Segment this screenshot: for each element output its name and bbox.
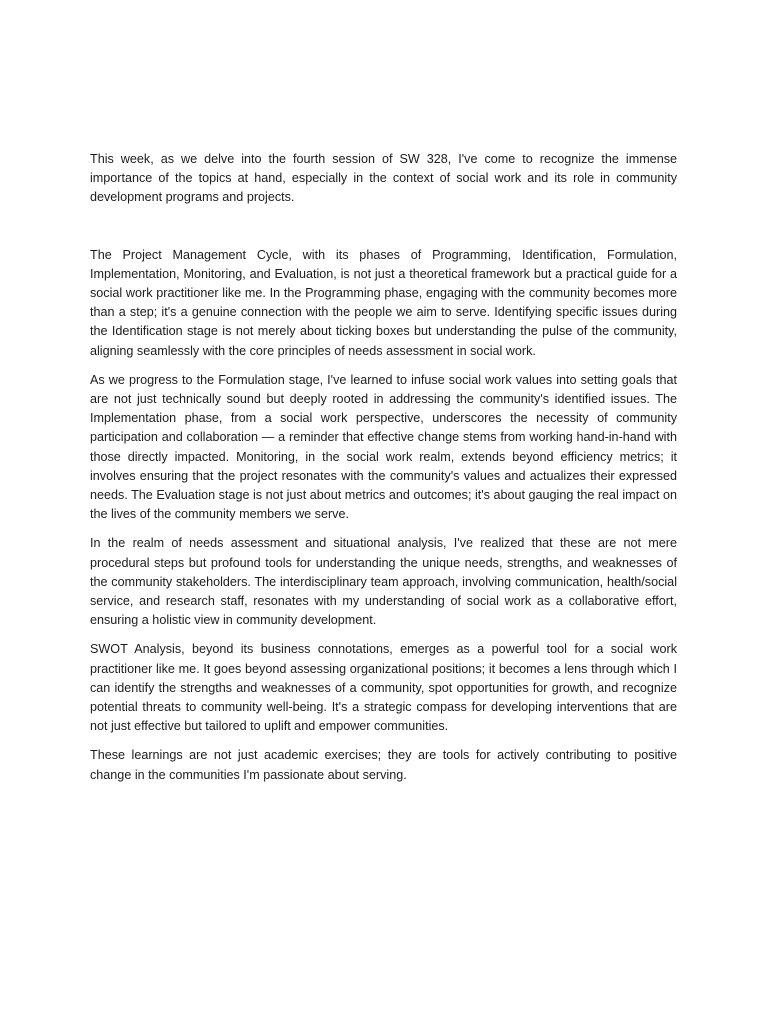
paragraph-formulation-stage: As we progress to the Formulation stage, I've learned to infuse social work values into setting goals that are not just technically sound but deeply rooted in addressing the community's identified issues. The Implementation phase, from a social work perspective, underscores the necessity of community participation and collaboration — a reminder that effective change stems from working hand-in-hand with those directly impacted. Monitoring, in the social work realm, extends beyond efficiency metrics; it involves ensuring that the project resonates with the community's values and actualizes their expressed needs. The Evaluation stage is not just about metrics and outcomes; it's about gauging the real impact on the lives of the community members we serve. [90,372,677,522]
paragraph-project-management-cycle: The Project Management Cycle, with its phases of Programming, Identification, Formulation, Implementation, Monitoring, and Evaluation, is not just a theoretical framework but a practical guide for a social work practitioner like me. In the Programming phase, engaging with the community becomes more than a step; it's a genuine connection with the people we aim to serve. Identifying specific issues during the Identification stage is not merely about ticking boxes but understanding the pulse of the community, aligning seamlessly with the core principles of needs assessment in social work. [90,247,677,358]
document-page [90,150,677,795]
paragraph-conclusion: These learnings are not just academic exercises; they are tools for actively contributing to positive change in the communities I'm passionate about serving. [90,748,677,782]
paragraph-intro: This week, as we delve into the fourth session of SW 328, I've come to recognize the immense importance of the topics at hand, especially in the context of social work and its role in community development programs and projects. [90,152,677,205]
paragraph-needs-assessment: In the realm of needs assessment and situational analysis, I've realized that these are not mere procedural steps but profound tools for understanding the unique needs, strengths, and weaknesses of the community stakeholders. The interdisciplinary team approach, involving communication, health/social service, and research staff, resonates with my understanding of social work as a collaborative effort, ensuring a holistic view in community development. [90,536,677,628]
paragraph-swot-analysis: SWOT Analysis, beyond its business connotations, emerges as a powerful tool for a social work practitioner like me. It goes beyond assessing organizational positions; it becomes a lens through which I can identify the strengths and weaknesses of a community, spot opportunities for growth, and recognize potential threats to community well-being. It's a strategic compass for developing interventions that are not just effective but tailored to uplift and empower communities. [90,642,677,734]
